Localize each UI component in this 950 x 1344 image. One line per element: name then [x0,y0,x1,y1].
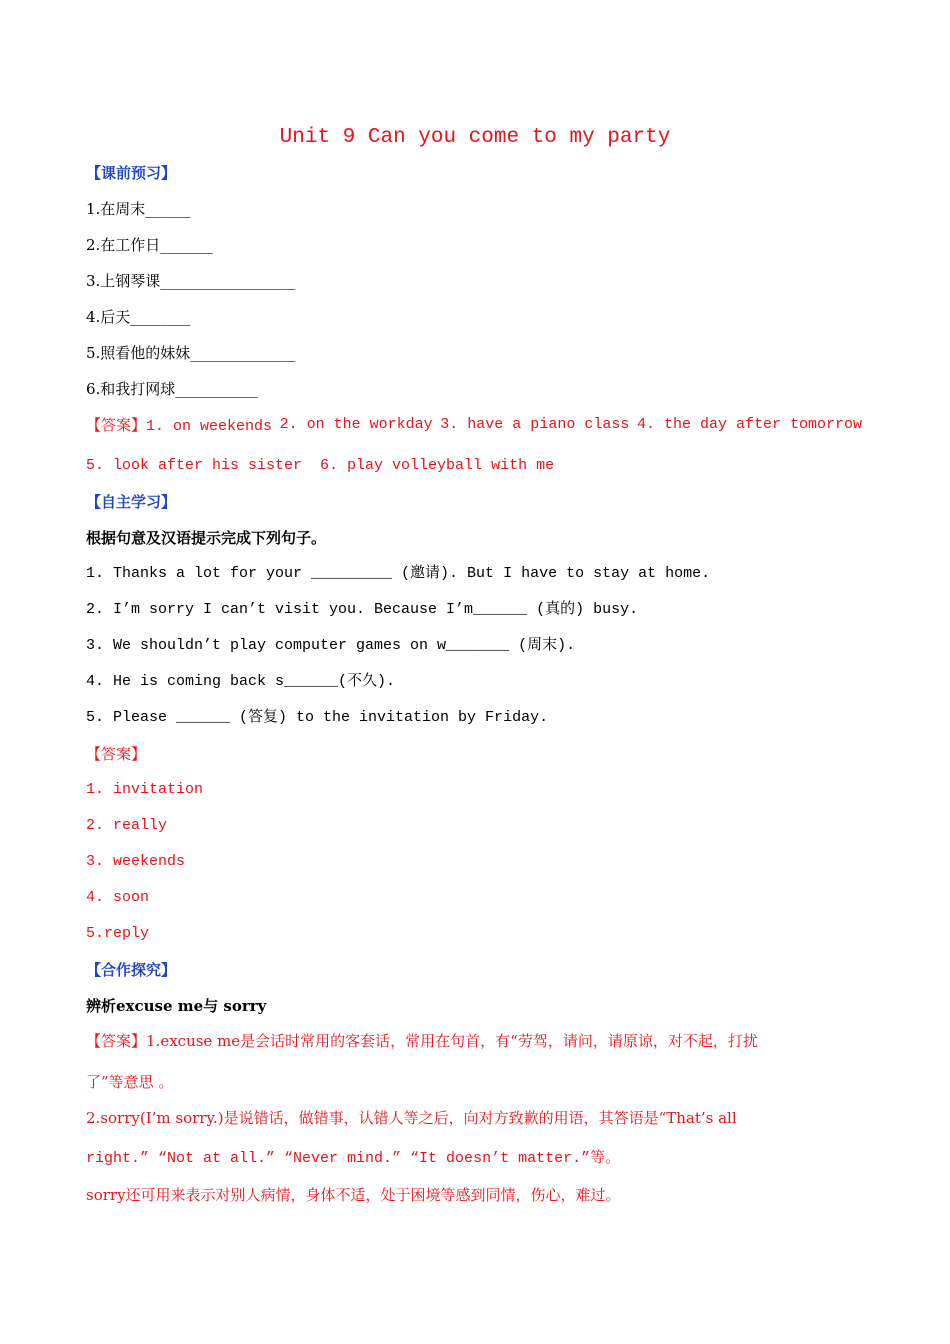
preview-item-6: 6.和我打网球___________ [86,380,258,398]
cooperative-subtitle: 辨析excuse me与 sorry [86,997,267,1015]
section-preview-heading: 【课前预习】 [86,164,177,182]
answer-item: 2. on the workday [279,416,433,433]
exercise-answer-2: 2. really [86,817,168,834]
exercise-item-2: 2. I’m sorry I can’t visit you. Because I’m______ (真的) busy. [86,601,639,618]
preview-item-3: 3.上钢琴课__________________ [86,272,296,290]
answer-label: 【答案】1. on weekends [86,416,273,435]
exercise-answer-3: 3. weekends [86,853,186,870]
preview-answer-line-1 [86,415,862,437]
cooperative-answer-p2-line2: right.” “Not at all.” “Never mind.” “It doesn’t matter.”等。 [86,1150,621,1167]
exercise-item-4: 4. He is coming back s______(不久). [86,673,396,690]
answer-label: 【答案】 [86,1032,147,1050]
exercise-answer-4: 4. soon [86,889,150,906]
answer-item: 4. the day after tomorrow [636,416,862,433]
cooperative-answer-p1-line2: 了”等意思 。 [86,1073,174,1091]
preview-answer-line-2: 5. look after his sister 6. play volleyball with me [86,457,555,474]
exercise-answer-5: 5.reply [86,925,150,942]
self-study-answer-label: 【答案】 [86,745,147,763]
cooperative-answer-p2-line1: 2.sorry(I’m sorry.)是说错话，做错事，认错人等之后，向对方致歉的用语，其答语是“That’s all [86,1109,737,1127]
cooperative-answer-p3: sorry还可用来表示对别人病情，身体不适，处于困境等感到同情，伤心，难过。 [86,1186,621,1204]
exercise-answer-1: 1. invitation [86,781,204,798]
preview-item-2: 2.在工作日_______ [86,236,213,254]
preview-item-5: 5.照看他的妹妹______________ [86,344,296,362]
exercise-item-1: 1. Thanks a lot for your _________ (邀请). But I have to stay at home. [86,565,711,582]
answer-item: 3. have a piano class [440,416,630,433]
page-title: Unit 9 Can you come to my party [279,126,671,149]
preview-item-4: 4.后天________ [86,308,191,326]
section-cooperative-heading: 【合作探究】 [86,961,177,979]
cooperative-answer-p1-line1: 【答案】1.excuse me是会话时常用的客套话，常用在句首，有“劳驾，请问，请原谅，对不起，打扰 [86,1032,758,1050]
exercise-item-5: 5. Please ______ (答复) to the invitation by Friday. [86,709,549,726]
exercise-item-3: 3. We shouldn’t play computer games on w_______ (周末). [86,637,576,654]
preview-item-1: 1.在周末______ [86,200,191,218]
section-self-study-heading: 【自主学习】 [86,493,177,511]
self-study-instruction: 根据句意及汉语提示完成下列句子。 [86,529,327,547]
